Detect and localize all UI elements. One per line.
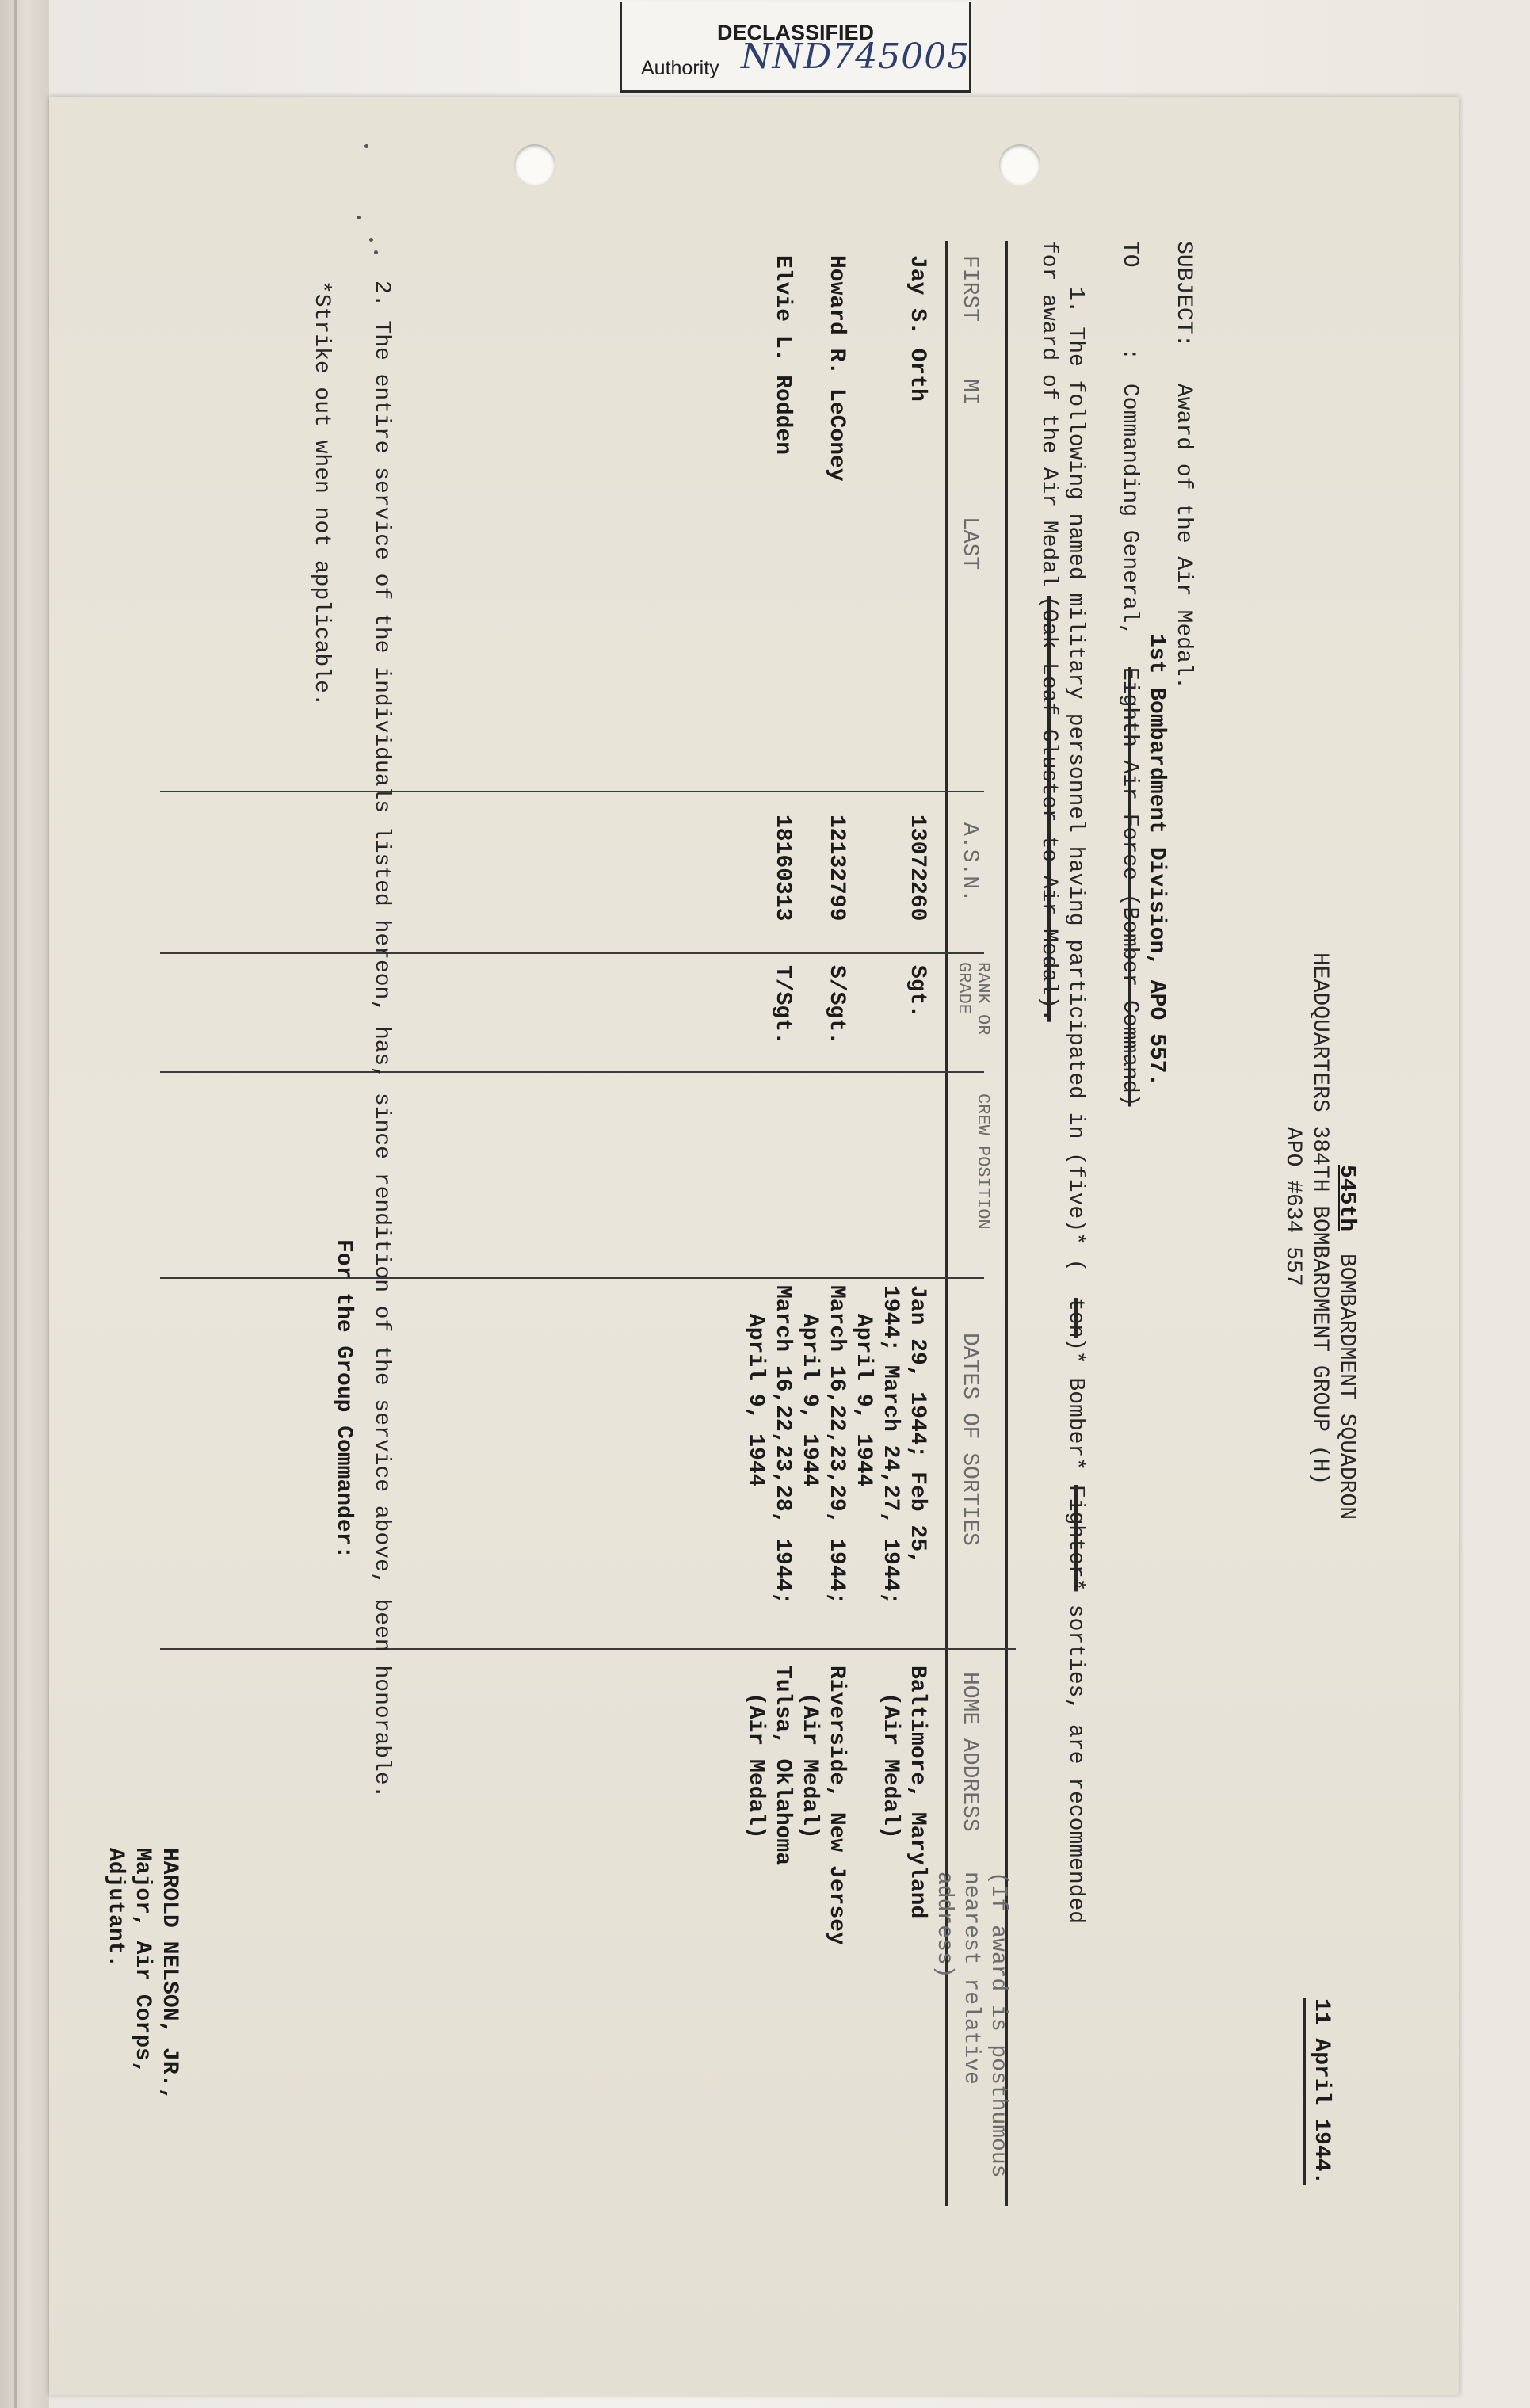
to-inserted: 1st Bombardment Division, APO 557. [1144,634,1169,1087]
para1-line1-struck2: Fighter* [1063,1485,1088,1592]
para1-line1-struck: ten [1063,1298,1088,1338]
signature-rank: Major, Air Corps, [130,1848,155,2074]
letter-date: 11 April 1944. [1303,1998,1334,2185]
heading-line1: HEADQUARTERS 384TH BOMBARDMENT GROUP (H) [1307,952,1332,1486]
declassified-stamp [620,2,971,93]
row-dates-line: March 16,22,23,28, 1944; [770,1285,795,1605]
column-divider [160,1277,984,1279]
col-header-address-note: (If award is posthumous nearest relative address) [932,1872,1010,2178]
row-address-line: (Air Medal) [797,1692,822,1839]
to-struck: Eighth Air Force (Bomber Command) [1117,667,1142,1107]
row-dates-line: April 9, 1944 [851,1314,876,1487]
subject-value: Award of the Air Medal. [1171,384,1196,690]
row-dates-line: 1944; March 24,27, 1944; [878,1285,902,1605]
row-dates-line: April 9, 1944 [743,1314,768,1487]
row-rank: T/Sgt. [770,965,795,1045]
row-rank: Sgt. [905,965,929,1019]
paper-sheet [49,97,1459,2395]
para1-line2-struck: (Oak Leaf Cluster to Air Medal). [1036,596,1061,1022]
binder-edge-line [14,0,17,2408]
unit-number: 545th [1334,1165,1359,1232]
para1-line1-a: 1. The following named military personnel having participated in (five)* ( [1063,287,1088,1273]
row-name: Elvie L. Rodden [770,255,795,456]
para1-line1-c: sorties, are recommended [1063,1591,1088,1925]
row-address-line: (Air Medal) [743,1692,768,1839]
row-dates-line: March 16,22,23,29, 1944; [824,1285,849,1605]
to-value: Commanding General, [1117,384,1142,637]
signature-title: Adjutant. [103,1848,128,1968]
column-divider [160,1071,984,1073]
stamp-authority-handwritten: NND745005 [741,36,971,77]
row-name: Jay S. Orth [905,255,929,402]
column-divider [160,1648,1016,1650]
heading-line1-suffix: BOMBARDMENT SQUADRON [1334,1254,1359,1521]
footnote: *Strike out when not applicable. [309,280,334,707]
subject-label: SUBJECT: [1171,241,1196,348]
para2: 2. The entire service of the individuals listed hereon, has, since rendition of the service above, been honorable. [369,280,394,1799]
row-asn: 13072260 [905,815,929,922]
col-header-dates: DATES OF SORTIES [957,1333,982,1546]
heading-line2: APO #634 557 [1280,1127,1305,1287]
row-name: Howard R. LeConey [824,255,849,482]
stamp-title: DECLASSIFIED [716,21,875,44]
typed-letter [49,97,1459,2268]
closing-line: For the Group Commander: [331,1239,356,1559]
row-asn: 12132799 [824,815,849,922]
col-header-home-address: HOME ADDRESS [957,1672,982,1832]
binder-edge [0,0,49,2408]
stamp-authority-label: Authority [641,57,719,79]
col-header-mi: MI [957,379,982,406]
row-dates-line: Jan 29, 1944; Feb 25, [905,1285,929,1565]
col-header-crew-position: CREW POSITION [973,1093,993,1230]
row-address-line: Tulsa, Oklahoma [770,1666,795,1866]
row-address-line: Baltimore, Maryland [905,1666,929,1919]
col-header-last: LAST [957,517,982,571]
row-rank: S/Sgt. [824,965,849,1045]
to-label: TO : [1117,241,1142,361]
col-header-asn: A.S.N. [957,822,982,903]
para1-line2-a: for award of the Air Medal [1036,241,1061,601]
col-header-first: FIRST [957,255,982,322]
signature-name: HAROLD NELSON, JR., [157,1848,181,2101]
para1-line1-b: )* Bomber* [1063,1338,1088,1484]
row-asn: 18160313 [770,815,795,922]
row-dates-line: April 9, 1944 [797,1314,822,1487]
column-divider [160,952,984,954]
row-address-line: (Air Medal) [878,1692,902,1839]
col-header-rank: RANK OR GRADE [954,962,993,1036]
column-divider [160,791,984,792]
row-address-line: Riverside, New Jersey [824,1666,849,1945]
